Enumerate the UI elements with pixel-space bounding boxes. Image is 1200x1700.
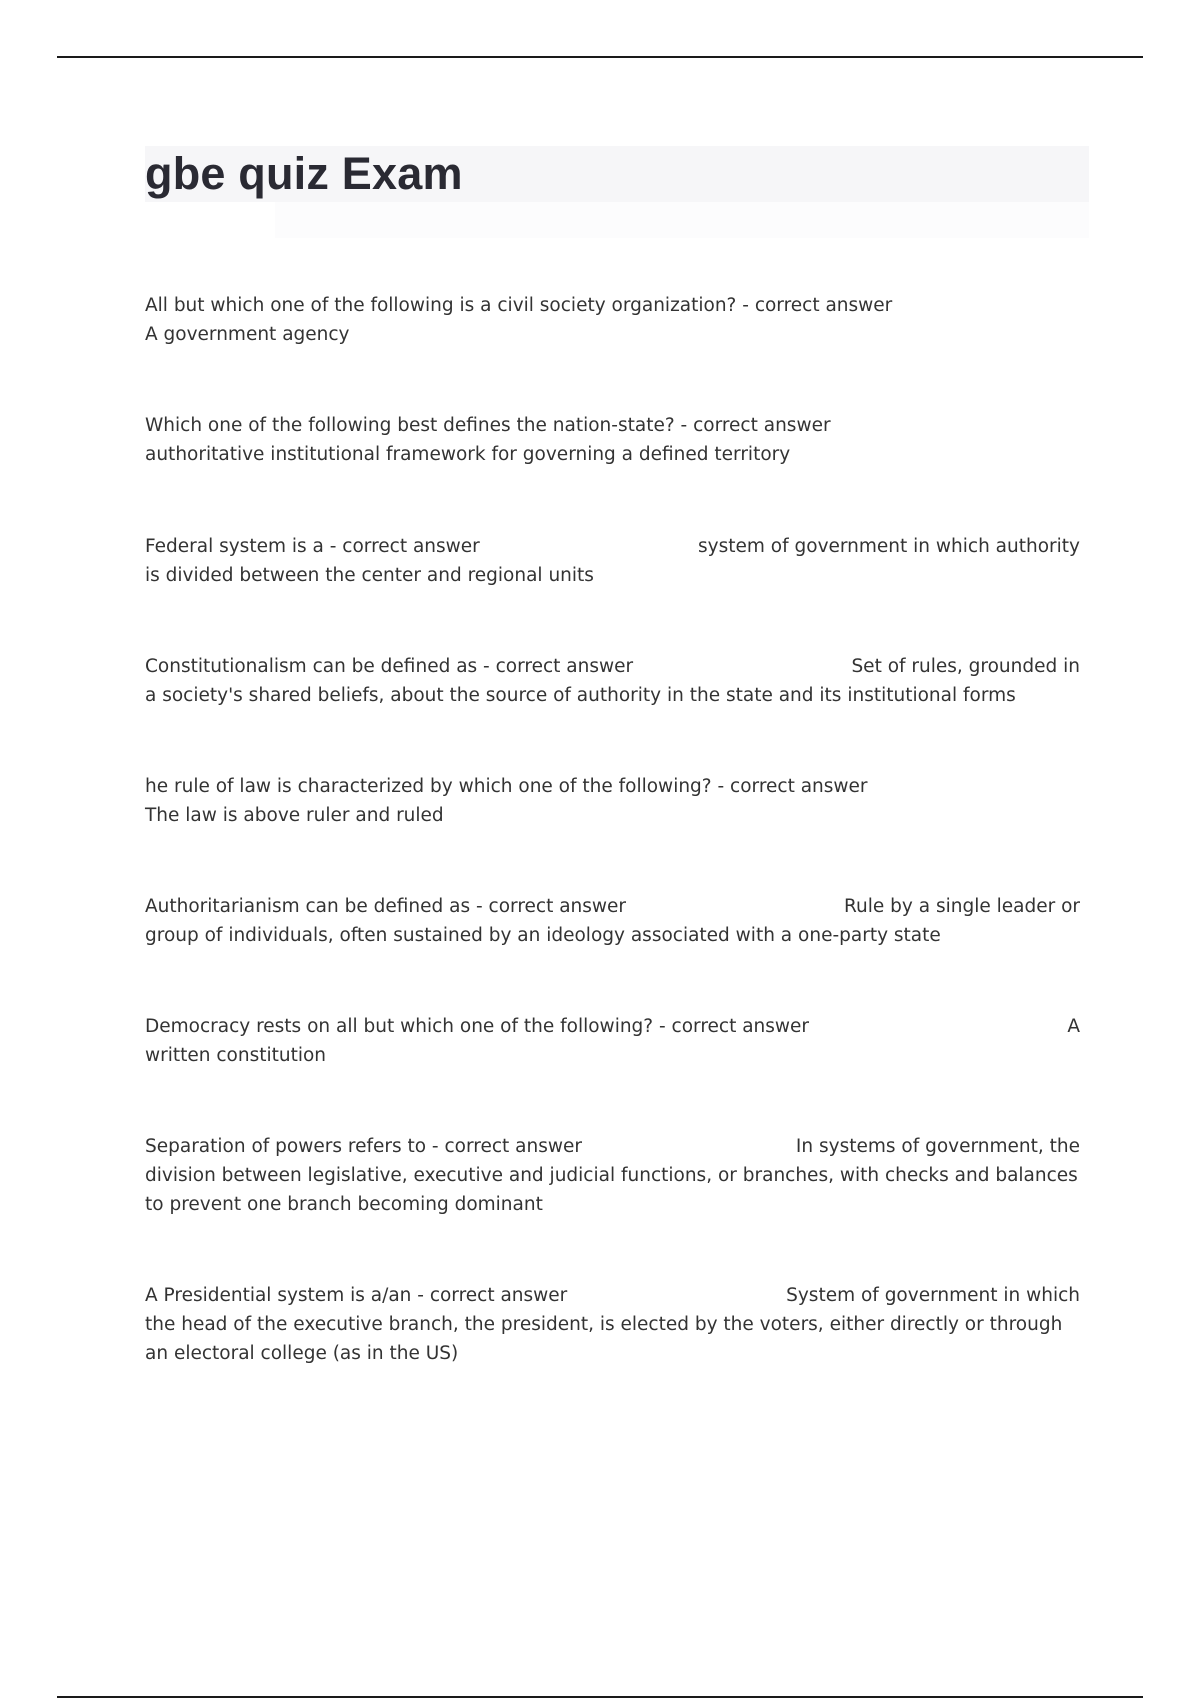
- answer-text-continued: is divided between the center and regional units: [145, 565, 594, 586]
- answer-text-start: system of government in which authority: [698, 536, 1080, 557]
- question-text: Constitutionalism can be defined as - correct answer: [145, 656, 634, 677]
- question-text: Authoritarianism can be defined as - correct answer: [145, 896, 627, 917]
- answer-text-continued: a society's shared beliefs, about the source of authority in the state and its institutional forms: [145, 685, 1016, 706]
- title-highlight-shadow: [275, 202, 1089, 238]
- document-title: gbe quiz Exam: [145, 148, 463, 199]
- answer-text-continued: group of individuals, often sustained by an ideology associated with a one-party state: [145, 925, 941, 946]
- answer-text-continued: written constitution: [145, 1045, 327, 1066]
- question-text: A Presidential system is a/an - correct answer: [145, 1285, 568, 1306]
- answer-text: The law is above ruler and ruled: [145, 805, 444, 826]
- qa-item: [145, 892, 1080, 950]
- qa-item: [145, 1132, 1080, 1219]
- qa-item: [145, 411, 1080, 469]
- qa-item: [145, 1012, 1080, 1070]
- header-rule: [57, 56, 1143, 58]
- answer-text: authoritative institutional framework for governing a defined territory: [145, 444, 791, 465]
- qa-item: [145, 532, 1080, 590]
- qa-item: [145, 772, 1080, 830]
- question-text: Which one of the following best defines the nation-state? - correct answer: [145, 415, 831, 436]
- answer-text-continued: the head of the executive branch, the president, is elected by the voters, either directly or through an electoral college (as in the US): [145, 1314, 1063, 1364]
- answer-text-start: Set of rules, grounded in: [851, 656, 1080, 677]
- answer-text-start: In systems of government, the: [795, 1136, 1080, 1157]
- qa-item: [145, 1281, 1080, 1368]
- qa-item: [145, 652, 1080, 710]
- question-text: Democracy rests on all but which one of the following? - correct answer: [145, 1016, 810, 1037]
- footer-rule: [57, 1696, 1143, 1698]
- question-text: All but which one of the following is a civil society organization? - correct answer: [145, 295, 893, 316]
- answer-text-continued: division between legislative, executive and judicial functions, or branches, with checks and balances to prevent one branch becoming dominant: [145, 1165, 1078, 1215]
- question-text: he rule of law is characterized by which one of the following? - correct answer: [145, 776, 868, 797]
- answer-text: A government agency: [145, 324, 350, 345]
- answer-text-start: Rule by a single leader or: [844, 896, 1080, 917]
- qa-item: [145, 291, 1080, 349]
- question-text: Federal system is a - correct answer: [145, 536, 480, 557]
- answer-text-start: A: [1067, 1016, 1080, 1037]
- question-text: Separation of powers refers to - correct answer: [145, 1136, 582, 1157]
- answer-text-start: System of government in which: [786, 1285, 1080, 1306]
